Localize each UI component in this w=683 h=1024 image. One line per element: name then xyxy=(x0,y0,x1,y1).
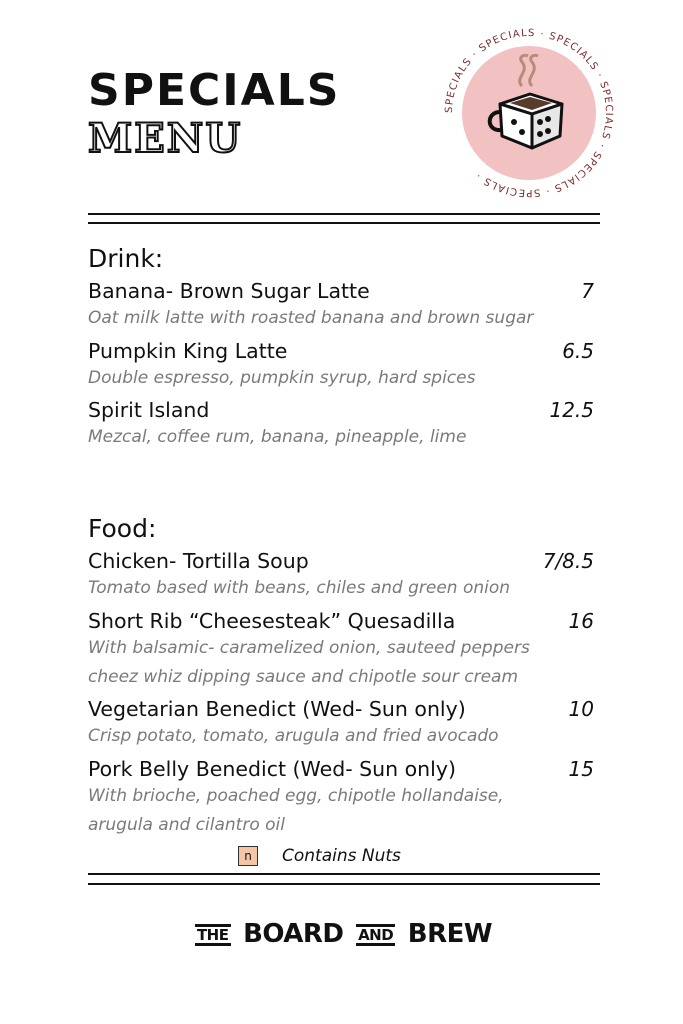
menu-item-description: Tomato based with beans, chiles and green onion xyxy=(88,578,511,598)
menu-item-name: Vegetarian Benedict (Wed- Sun only) xyxy=(88,697,466,721)
menu-item xyxy=(88,338,594,393)
nut-legend-symbol: n xyxy=(238,846,258,866)
menu-item-description: With brioche, poached egg, chipotle hollandaise, xyxy=(88,786,504,806)
page-title: SPECIALS xyxy=(88,65,341,116)
nut-legend-label: Contains Nuts xyxy=(282,846,401,866)
menu-item xyxy=(88,608,594,692)
menu-item-price: 16 xyxy=(568,609,594,633)
menu-item-description: Oat milk latte with roasted banana and brown sugar xyxy=(88,308,534,328)
menu-item xyxy=(88,397,594,452)
menu-item-name: Banana- Brown Sugar Latte xyxy=(88,279,370,303)
menu-item-description: With balsamic- caramelized onion, sauteed peppers xyxy=(88,638,530,658)
menu-item xyxy=(88,756,594,840)
menu-item-price: 7 xyxy=(581,279,594,303)
menu-item-price: 10 xyxy=(568,697,594,721)
menu-item-price: 12.5 xyxy=(549,398,594,422)
divider-top-2 xyxy=(88,222,600,224)
menu-item-price: 15 xyxy=(568,757,594,781)
section-title-drink: Drink: xyxy=(88,244,164,273)
brand-word-brew: BREW xyxy=(407,919,493,949)
menu-item-name: Short Rib “Cheesesteak” Quesadilla xyxy=(88,609,456,633)
menu-item-description: cheez whiz dipping sauce and chipotle sour cream xyxy=(88,667,519,687)
brand-word-board: BOARD xyxy=(243,919,344,949)
brand-word-the: THE xyxy=(196,925,229,944)
menu-item-description: Mezcal, coffee rum, banana, pineapple, lime xyxy=(88,427,467,447)
menu-item-price: 7/8.5 xyxy=(542,549,594,573)
divider-bottom-1 xyxy=(88,873,600,875)
menu-item-name: Pork Belly Benedict (Wed- Sun only) xyxy=(88,757,456,781)
menu-item xyxy=(88,278,594,333)
menu-item xyxy=(88,696,594,751)
divider-top-1 xyxy=(88,213,600,215)
menu-item xyxy=(88,548,594,603)
menu-item-name: Spirit Island xyxy=(88,398,210,422)
menu-item-description: Double espresso, pumpkin syrup, hard spices xyxy=(88,368,476,388)
menu-item-description: Crisp potato, tomato, arugula and fried avocado xyxy=(88,726,499,746)
brand-word-and: AND xyxy=(358,925,394,944)
section-title-food: Food: xyxy=(88,514,157,543)
brand-logo xyxy=(0,912,683,956)
menu-item-name: Chicken- Tortilla Soup xyxy=(88,549,309,573)
divider-bottom-2 xyxy=(88,883,600,885)
badge-ring-text: SPECIALS · SPECIALS · SPECIALS · SPECIALS · SPECIALS · SPECIALS · xyxy=(443,27,615,199)
menu-item-price: 6.5 xyxy=(562,339,594,363)
menu-item-description: arugula and cilantro oil xyxy=(88,815,285,835)
menu-item-name: Pumpkin King Latte xyxy=(88,339,288,363)
specials-badge xyxy=(438,22,620,204)
page-subtitle: MENU xyxy=(88,115,243,162)
legend xyxy=(238,846,401,866)
